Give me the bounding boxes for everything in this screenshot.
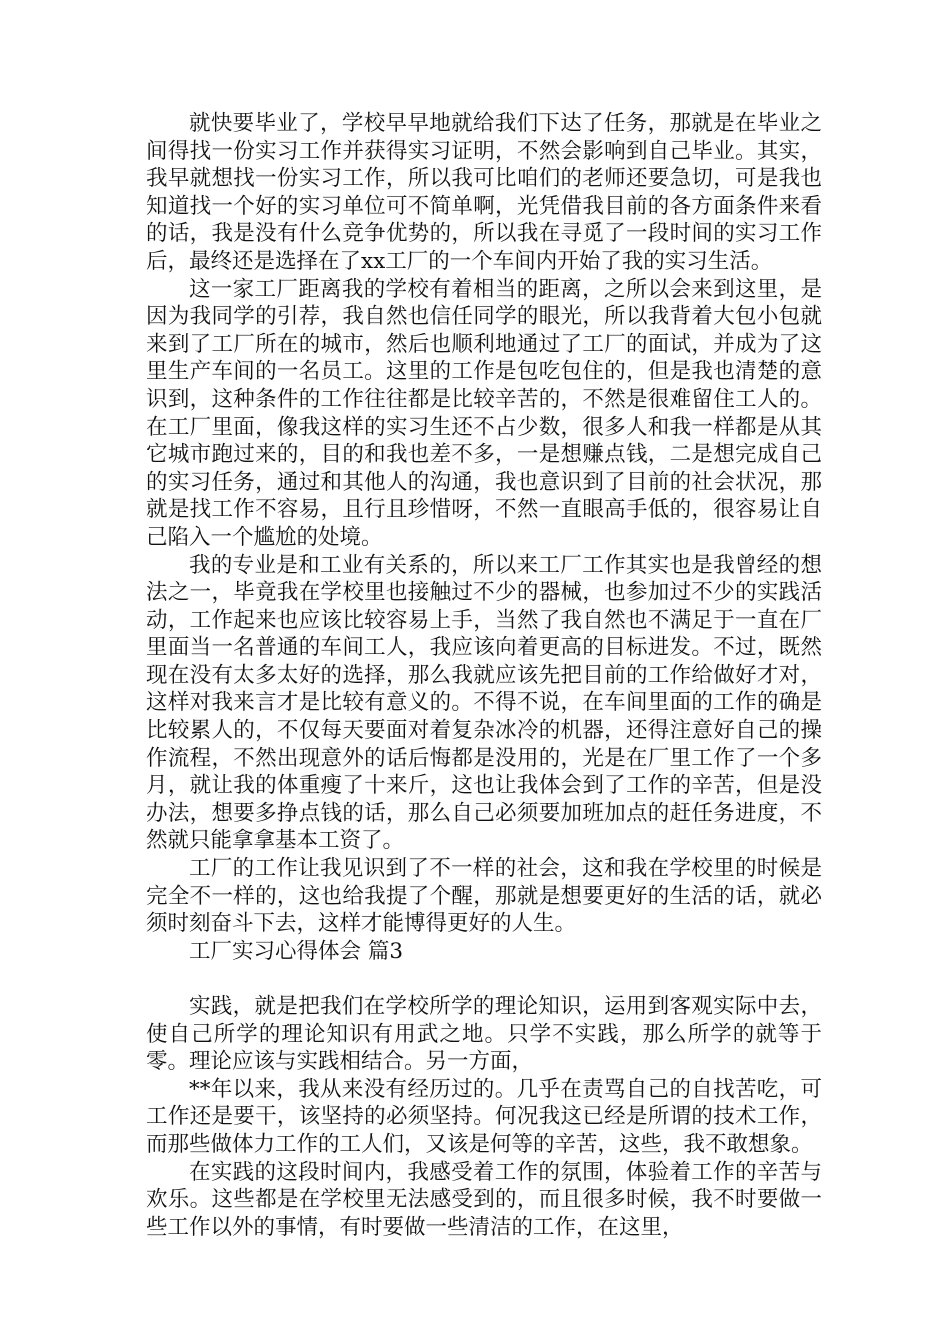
paragraph-factory-distance: 这一家工厂距离我的学校有着相当的距离，之所以会来到这里，是因为我同学的引荐，我自然也信任同学的眼光，所以我背着大包小包就来到了工厂所在的城市，然后也顺利地通过了工厂的面试，并成为了这里生产车间的一名员工。这里的工作是包吃包住的，但是我也清楚的意识到，这种条件的工作往往都是比较辛苦的，不然是很难留住工人的。在工厂里面，像我这样的实习生还不占少数，很多人和我一样都是从其它城市跑过来的，目的和我也差不多，一是想赚点钱，二是想完成自己的实习任务，通过和其他人的沟通，我也意识到了目前的社会状况，那就是找工作不容易，且行且珍惜呀，不然一直眼高手低的，很容易让自己陷入一个尴尬的处境。 <box>146 276 822 550</box>
paragraph-graduation-internship: 就快要毕业了，学校早早地就给我们下达了任务，那就是在毕业之间得找一份实习工作并获得实习证明，不然会影响到自己毕业。其实，我早就想找一份实习工作，所以我可比咱们的老师还要急切，可是我也知道找一个好的实习单位可不简单啊，光凭借我目前的各方面条件来看的话，我是没有什么竞争优势的，所以我在寻觅了一段时间的实习工作后，最终还是选择在了xx工厂的一个车间内开始了我的实习生活。 <box>146 111 822 274</box>
document-page <box>146 110 822 1241</box>
blank-line <box>146 965 822 993</box>
paragraph-practice-period: 在实践的这段时间内，我感受着工作的氛围，体验着工作的辛苦与欢乐。这些都是在学校里无法感受到的，而且很多时候，我不时要做一些工作以外的事情，有时要做一些清洁的工作，在这里， <box>146 1159 822 1240</box>
paragraph-since-year: **年以来，我从来没有经历过的。几乎在责骂自己的自找苦吃，可工作还是要干，该坚持的必须坚持。何况我这已经是所谓的技术工作，而那些做体力工作的工人们，又该是何等的辛苦，这些，我不敢想象。 <box>146 1076 822 1157</box>
paragraph-factory-insight: 工厂的工作让我见识到了不一样的社会，这和我在学校里的时候是完全不一样的，这也给我提了个醒，那就是想要更好的生活的话，就必须时刻奋斗下去，这样才能博得更好的人生。 <box>146 856 822 937</box>
paragraph-major-and-work: 我的专业是和工业有关系的，所以来工厂工作其实也是我曾经的想法之一，毕竟我在学校里也接触过不少的器械，也参加过不少的实践活动，工作起来也应该比较容易上手，当然了我自然也不满足于一直在厂里面当一名普通的车间工人，我应该向着更高的目标进发。不过，既然现在没有太多太好的选择，那么我就应该先把目前的工作给做好才对，这样对我来言才是比较有意义的。不得不说，在车间里面的工作的确是比较累人的，不仅每天要面对着复杂冰冷的机器，还得注意好自己的操作流程，不然出现意外的话后悔都是没用的，光是在厂里工作了一个多月，就让我的体重瘦了十来斤，这也让我体会到了工作的辛苦，但是没办法，想要多挣点钱的话，那么自己必须要加班加点的赶任务进度，不然就只能拿拿基本工资了。 <box>146 552 822 854</box>
paragraph-practice-theory: 实践，就是把我们在学校所学的理论知识，运用到客观实际中去，使自己所学的理论知识有用武之地。只学不实践，那么所学的就等于零。理论应该与实践相结合。另一方面， <box>146 994 822 1075</box>
section-title: 工厂实习心得体会 篇3 <box>189 938 404 964</box>
